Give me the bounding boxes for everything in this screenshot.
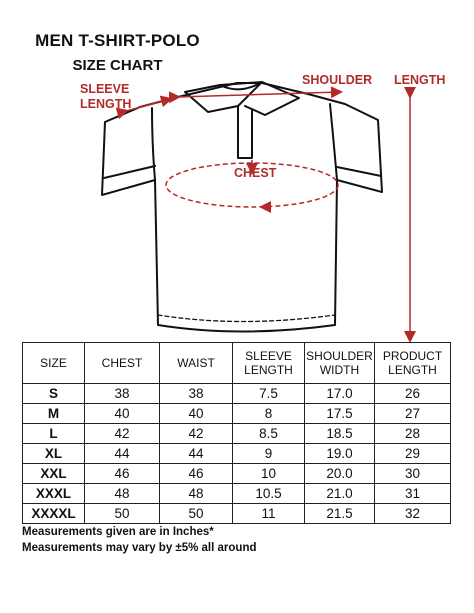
value-cell: 21.0 [305,484,375,504]
table-row [23,504,451,524]
header-size: SIZE [23,343,85,384]
value-cell: 18.5 [305,424,375,444]
shirt-body [102,83,382,332]
size-cell: XXL [23,464,85,484]
chart-title: MEN T-SHIRT-POLO [35,31,200,50]
value-cell: 30 [375,464,451,484]
size-cell: XXXL [23,484,85,504]
value-cell: 21.5 [305,504,375,524]
table-row [23,464,451,484]
size-cell: XL [23,444,85,464]
value-cell: 42 [160,424,233,444]
header-sleeve-length: SLEEVE LENGTH [233,343,305,384]
header-shoulder-width: SHOULDER WIDTH [305,343,375,384]
value-cell: 46 [85,464,160,484]
size-cell: L [23,424,85,444]
value-cell: 19.0 [305,444,375,464]
size-cell: XXXXL [23,504,85,524]
value-cell: 10.5 [233,484,305,504]
value-cell: 26 [375,384,451,404]
table-row [23,484,451,504]
value-cell: 8.5 [233,424,305,444]
value-cell: 17.5 [305,404,375,424]
value-cell: 27 [375,404,451,424]
table-row [23,444,451,464]
value-cell: 50 [85,504,160,524]
table-row [23,384,451,404]
value-cell: 50 [160,504,233,524]
value-cell: 46 [160,464,233,484]
variance-note: Measurements may vary by ±5% all around [22,542,257,554]
chest-label: CHEST [234,166,277,180]
header-chest: CHEST [85,343,160,384]
length-label: LENGTH [394,73,446,87]
value-cell: 48 [160,484,233,504]
value-cell: 9 [233,444,305,464]
value-cell: 38 [85,384,160,404]
value-cell: 8 [233,404,305,424]
shoulder-label: SHOULDER [302,73,373,87]
sleeve-length-label: SLEEVE LENGTH [80,82,132,111]
table-row [23,404,451,424]
value-cell: 31 [375,484,451,504]
table-header-row [23,343,451,384]
chart-subtitle: SIZE CHART [72,57,163,74]
value-cell: 44 [85,444,160,464]
table-row [23,424,451,444]
value-cell: 10 [233,464,305,484]
size-table [22,342,451,524]
value-cell: 17.0 [305,384,375,404]
value-cell: 7.5 [233,384,305,404]
value-cell: 20.0 [305,464,375,484]
value-cell: 40 [85,404,160,424]
units-note: Measurements given are in Inches* [22,526,214,538]
value-cell: 32 [375,504,451,524]
header-product-length: PRODUCT LENGTH [375,343,451,384]
value-cell: 29 [375,444,451,464]
value-cell: 42 [85,424,160,444]
value-cell: 40 [160,404,233,424]
value-cell: 11 [233,504,305,524]
size-cell: S [23,384,85,404]
value-cell: 44 [160,444,233,464]
size-cell: M [23,404,85,424]
value-cell: 38 [160,384,233,404]
value-cell: 48 [85,484,160,504]
header-waist: WAIST [160,343,233,384]
value-cell: 28 [375,424,451,444]
